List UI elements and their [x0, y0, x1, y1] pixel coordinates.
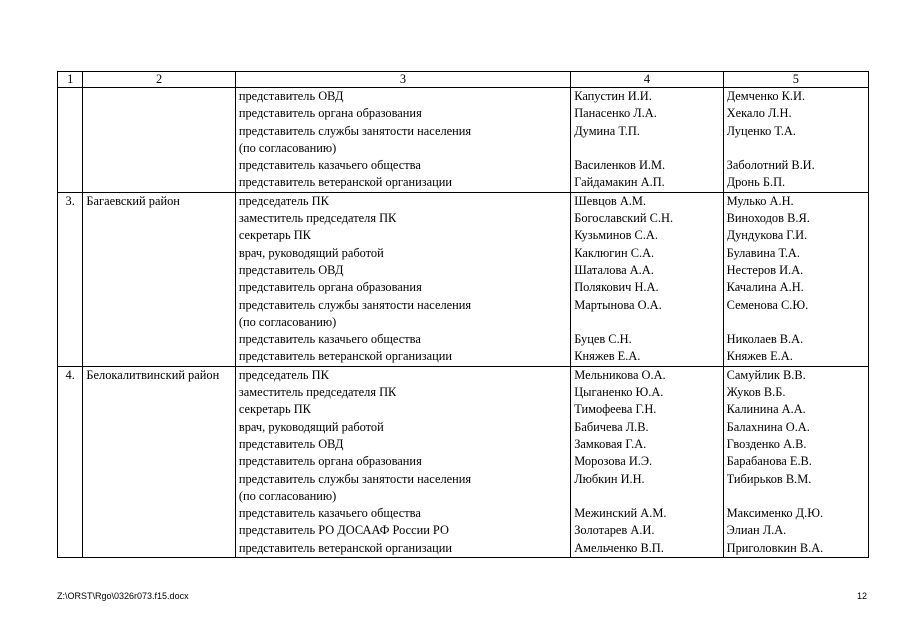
member-name: Думина Т.П. [574, 123, 640, 138]
role-text: представитель органа образования [238, 280, 422, 295]
deputies-cell [723, 88, 868, 193]
deputy-name [727, 140, 865, 157]
header-cell: 5 [723, 72, 868, 88]
role-text: заместитель председателя ПК [238, 211, 397, 226]
row-number-cell: 4. [58, 366, 83, 557]
deputy-name: Балахнина О.А. [726, 419, 810, 434]
role-text: представитель ветеранской организации [238, 540, 453, 555]
deputy-name: Приголовкин В.А. [726, 540, 824, 555]
member-name [574, 314, 719, 331]
role-text: председатель ПК [238, 193, 329, 208]
role-text: секретарь ПК [238, 228, 311, 243]
deputy-name: Жуков В.Б. [726, 385, 786, 400]
member-name: Панасенко Л.А. [574, 106, 657, 121]
role-text: представитель службы занятости населения [238, 297, 472, 312]
commission-table [57, 71, 869, 558]
member-name: Амельченко В.П. [574, 540, 664, 555]
member-name: Морозова И.Э. [574, 454, 653, 469]
roles-cell [235, 192, 570, 366]
role-text: представитель казачьего общества [238, 158, 421, 173]
row-number-cell: 3. [58, 192, 83, 366]
deputy-name: Хекало Л.Н. [726, 106, 792, 121]
header-cell: 2 [83, 72, 235, 88]
deputy-name: Нестеров И.А. [726, 262, 804, 277]
header-cell: 3 [235, 72, 570, 88]
deputy-name: Дундукова Г.И. [726, 228, 808, 243]
district-cell [83, 88, 235, 193]
member-name: Княжев Е.А. [574, 349, 641, 364]
header-cell: 1 [58, 72, 83, 88]
deputy-name: Самуйлик В.В. [726, 367, 806, 382]
member-name: Золотарев А.И. [574, 523, 655, 538]
member-name: Каклюгин С.А. [574, 245, 655, 260]
roles-cell [235, 88, 570, 193]
role-text: представитель казачьего общества [238, 506, 421, 521]
members-cell [571, 192, 723, 366]
role-text: представитель ОВД [238, 436, 344, 451]
table-row [58, 88, 869, 193]
footer-page-number: 12 [856, 591, 867, 601]
deputy-name: Тибирьков В.М. [726, 471, 812, 486]
district-cell: Белокалитвинский район [83, 366, 235, 557]
deputy-name: Княжев Е.А. [726, 349, 793, 364]
role-text: представитель органа образования [238, 454, 422, 469]
role-text: (по согласованию) [238, 314, 337, 329]
member-name [574, 488, 719, 505]
role-text: секретарь ПК [238, 402, 311, 417]
member-name: Буцев С.Н. [574, 332, 632, 347]
deputy-name: Николаев В.А. [726, 332, 804, 347]
role-text: представитель органа образования [238, 106, 422, 121]
member-name: Кузьминов С.А. [574, 228, 658, 243]
member-name: Гайдамакин А.П. [574, 175, 665, 190]
member-name: Замковая Г.А. [574, 436, 647, 451]
member-name: Межинский А.М. [574, 506, 667, 521]
member-name: Тимофеева Г.Н. [574, 402, 657, 417]
deputy-name: Демченко К.И. [726, 89, 806, 103]
role-text: представитель казачьего общества [238, 332, 421, 347]
deputy-name: Заболотний В.И. [726, 158, 815, 173]
deputy-name: Мулько А.Н. [726, 193, 794, 208]
role-text: представитель ветеранской организации [238, 175, 453, 190]
member-name: Бабичева Л.В. [574, 419, 649, 434]
deputy-name: Семенова С.Ю. [726, 297, 809, 312]
deputy-name: Калинина А.А. [726, 402, 806, 417]
role-text: (по согласованию) [238, 488, 337, 503]
member-name: Мельникова О.А. [574, 367, 666, 382]
deputy-name: Качалина А.Н. [726, 280, 804, 295]
deputy-name [727, 314, 865, 331]
row-number-cell [58, 88, 83, 193]
deputy-name: Барабанова Е.В. [726, 454, 812, 469]
role-text: представитель ОВД [238, 262, 344, 277]
deputy-name: Виноходов В.Я. [726, 211, 810, 226]
deputy-name: Дронь Б.П. [726, 175, 786, 190]
header-row [58, 72, 869, 88]
table-row [58, 192, 869, 366]
role-text: заместитель председателя ПК [238, 385, 397, 400]
role-text: представитель РО ДОСААФ России РО [238, 523, 449, 538]
members-cell [571, 88, 723, 193]
member-name: Мартынова О.А. [574, 297, 662, 312]
district-cell: Багаевский район [83, 192, 235, 366]
role-text: врач, руководящий работой [238, 419, 384, 434]
footer-file-path: Z:\ORST\Rgo\0326r073.f15.docx [57, 591, 189, 601]
deputy-name: Булавина Т.А. [726, 245, 800, 260]
member-name: Шаталова А.А. [574, 262, 654, 277]
deputy-name: Максименко Д.Ю. [726, 506, 824, 521]
role-text: врач, руководящий работой [238, 245, 384, 260]
member-name: Василенков И.М. [574, 158, 666, 173]
deputy-name [727, 488, 865, 505]
member-name: Полякович Н.А. [574, 280, 659, 295]
member-name [574, 140, 719, 157]
role-text: (по согласованию) [238, 140, 337, 155]
role-text: представитель службы занятости населения [238, 471, 472, 486]
role-text: представитель ОВД [238, 89, 344, 103]
role-text: председатель ПК [238, 367, 329, 382]
deputy-name: Гвозденко А.В. [726, 436, 807, 451]
deputy-name: Луценко Т.А. [726, 123, 796, 138]
member-name: Богославский С.Н. [574, 211, 674, 226]
roles-cell [235, 366, 570, 557]
role-text: представитель службы занятости населения [238, 123, 472, 138]
members-cell [571, 366, 723, 557]
member-name: Любкин И.Н. [574, 471, 645, 486]
role-text: представитель ветеранской организации [238, 349, 453, 364]
member-name: Цыганенко Ю.А. [574, 385, 664, 400]
header-cell: 4 [571, 72, 723, 88]
member-name: Капустин И.И. [574, 89, 652, 103]
deputies-cell [723, 192, 868, 366]
member-name: Шевцов А.М. [574, 193, 647, 208]
deputy-name: Элиан Л.А. [726, 523, 787, 538]
deputies-cell [723, 366, 868, 557]
table-row [58, 366, 869, 557]
